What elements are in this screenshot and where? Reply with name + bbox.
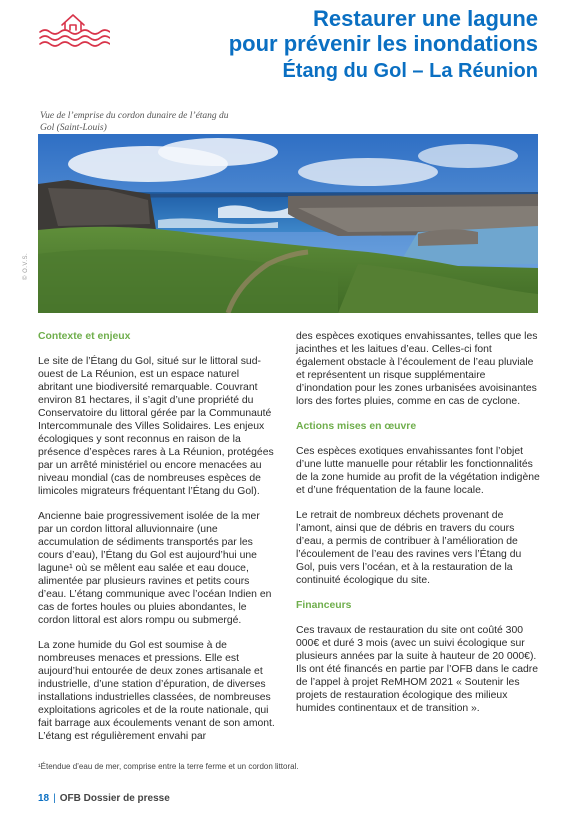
house-waves-logo-icon <box>36 6 110 48</box>
context-paragraph-2: Ancienne baie progressivement isolée de la mer par un cordon littoral alluvionnaire (une accumulation de sédiments transportés par les cours d’eau), l’Étang du Gol est aujourd’hui une lagune¹ où se mêlent eau salée et eau douce, alimentée par plusieurs ravines et petits cours d’eau. L’étang communique avec l’océan Indien en cas de fortes houles ou pluies abondantes, le cordon littoral est alors rompu ou submergé. <box>38 511 272 626</box>
finance-paragraph: Ces travaux de restauration du site ont coûté 300 000€ et duré 3 mois (avec un suivi écologique sur plusieurs années par la suite à hauteur de 20 000€). Ils ont été financés en partie par l’OFB dans le cadre de l’appel à projet ReMHOM 2021 « Soutenir les projets de restauration écologique des milieux humides continentaux et de transition ». <box>296 625 539 714</box>
title-line-2: pour prévenir les inondations <box>228 31 538 56</box>
context-paragraph-3: La zone humide du Gol est soumise à de nombreuses menaces et pressions. Elle est aujourd’hui entourée de deux zones artisanale et industrielle, d’une station d’épuration, de diverses installations industrielles classées, de nombreuses exploitations agricoles et de la route nationale, qui fait barrage aux écoulements venant de son amont. L’étang est régulièrement envahi par <box>38 640 275 742</box>
actions-paragraph-2: Le retrait de nombreux déchets provenant de l’amont, ainsi que de débris en travers du cours d’eau, a permis de contribuer à l’amélioration de l’écoulement de l’eau des ravines vers l’Étang du Gol, puis vers l’océan, et à la restauration de la continuité écologique du site. <box>296 510 522 586</box>
context-heading: Contexte et enjeux <box>38 331 131 342</box>
photo-credit: © O.V.S. <box>23 252 29 280</box>
context-paragraph-1: Le site de l’Étang du Gol, situé sur le littoral sud-ouest de La Réunion, est un espace naturel abritant une biodiversité remarquable. Couvrant environ 81 hectares, il s’agit d’une propriété du Conservatoire du littoral gérée par la Communauté Intercommunale des Villes Solidaires. Les enjeux écologiques y sont reconnus en raison de la présence d’espèces rares à La Réunion, protégées par un arrêté ministériel ou encore menacées au niveau mondial (cas de nombreuses espèces de limicoles migrateurs fréquentant l’Étang du Gol). <box>38 356 274 497</box>
continued-paragraph: des espèces exotiques envahissantes, telles que les jacinthes et les laitues d’eau. Celles-ci font également obstacle à l’écoulement de l’eau pluviale et représentent un risque supplémentaire d’inondation pour les zones urbanisées avoisinantes lors des fortes pluies, comme en cas de cyclone. <box>296 331 538 407</box>
photo-caption: Vue de l’emprise du cordon dunaire de l’étang du Gol (Saint-Louis) <box>40 111 229 133</box>
footnote: ¹Étendue d’eau de mer, comprise entre la terre ferme et un cordon littoral. <box>38 762 299 771</box>
page-subtitle: Étang du Gol – La Réunion <box>282 60 538 82</box>
actions-heading: Actions mises en œuvre <box>296 421 417 432</box>
title-line-1: Restaurer une lagune <box>313 6 538 31</box>
footer-separator: | <box>53 793 56 804</box>
left-column <box>38 330 276 755</box>
page-footer <box>38 793 170 804</box>
page-number: 18 <box>38 793 50 804</box>
right-column <box>296 330 540 727</box>
finance-heading: Financeurs <box>296 600 352 611</box>
actions-paragraph-1: Ces espèces exotiques envahissantes font l’objet d’une lutte manuelle pour rétablir les fonctionnalités de la zone humide au profit de la végétation indigène et d’une fréquentation de la faune locale. <box>296 446 540 496</box>
page-title <box>229 6 538 56</box>
publication-name: OFB Dossier de presse <box>59 793 170 804</box>
lagoon-photo <box>38 134 538 313</box>
